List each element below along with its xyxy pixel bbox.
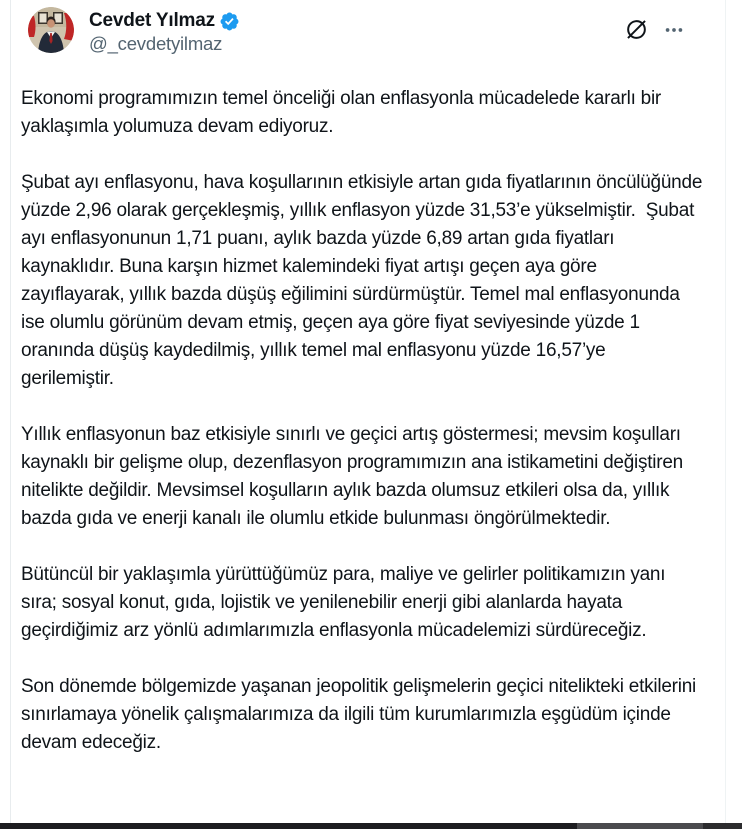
scrollbar-thumb[interactable] [577, 823, 703, 829]
more-options-icon [663, 19, 685, 41]
grok-icon [624, 17, 649, 42]
tweet-paragraph: Yıllık enflasyonun baz etkisiyle sınırlı ve geçici artış göstermesi; mevsim koşulları kaynaklı bir gelişme olup, dezenflasyon programımızın ana istikametini değiştiren nitelikte değildir. Mevsimsel koşulların aylık bazda olumsuz etkileri olsa da, yıllık bazda gıda ve enerji kanalı ile olumlu etkide bulunması öngörülmektedir. [21, 424, 688, 529]
tweet-paragraph: Ekonomi programımızın temel önceliği olan enflasyonla mücadelede kararlı bir yaklaşımla yolumuza devam ediyoruz. [21, 88, 667, 137]
bottom-bar-segment [703, 823, 742, 829]
tweet-card [10, 0, 726, 829]
verified-badge-icon [219, 11, 240, 32]
author-name[interactable]: Cevdet Yılmaz [89, 10, 215, 31]
author-handle[interactable]: @_cevdetyilmaz [89, 33, 223, 54]
tweet-paragraph: Şubat ayı enflasyonu, hava koşullarının etkisiyle artan gıda fiyatlarının öncülüğünde yüzde 2,96 olarak gerçekleşmiş, yıllık enflasyon yüzde 31,53’e yükselmiştir. Şubat ayı enflasyonunun 1,71 puanı, aylık bazda yüzde 6,89 artan gıda fiyatları kaynaklıdır. Buna karşın hizmet kalemindeki fiyat artışı geçen aya göre zayıflayarak, yıllık bazda düşüş eğilimini sürdürmüştür. Temel mal enflasyonunda ise olumlu görünüm devam etmiş, geçen aya göre fiyat seviyesinde yüzde 1 oranında düşüş kaydedilmiş, yıllık temel mal enflasyonu yüzde 16,57’ye gerilemiştir. [21, 172, 708, 389]
tweet-paragraph: Bütüncül bir yaklaşımla yürüttüğümüz para, maliye ve gelirler politikamızın yanı sıra; sosyal konut, gıda, lojistik ve yenilenebilir enerji gibi alanlarda hayata geçirdiğimiz arz yönlü adımlarımızla enflasyonla mücadelemizi sürdüreceğiz. [21, 564, 671, 641]
grok-button[interactable] [624, 17, 649, 42]
avatar-photo [28, 7, 74, 53]
avatar[interactable] [28, 7, 74, 53]
bottom-scrollbar[interactable] [0, 823, 742, 829]
header-actions [624, 17, 685, 42]
more-options-button[interactable] [663, 19, 685, 41]
tweet-text [21, 85, 708, 757]
tweet-header [11, 0, 725, 55]
tweet-paragraph: Son dönemde bölgemizde yaşanan jeopolitik gelişmelerin geçici nitelikteki etkilerini sınırlamaya yönelik çalışmalarımıza da ilgili tüm kurumlarımızla eşgüdüm içinde devam edeceğiz. [21, 676, 702, 753]
author-block [89, 7, 240, 55]
